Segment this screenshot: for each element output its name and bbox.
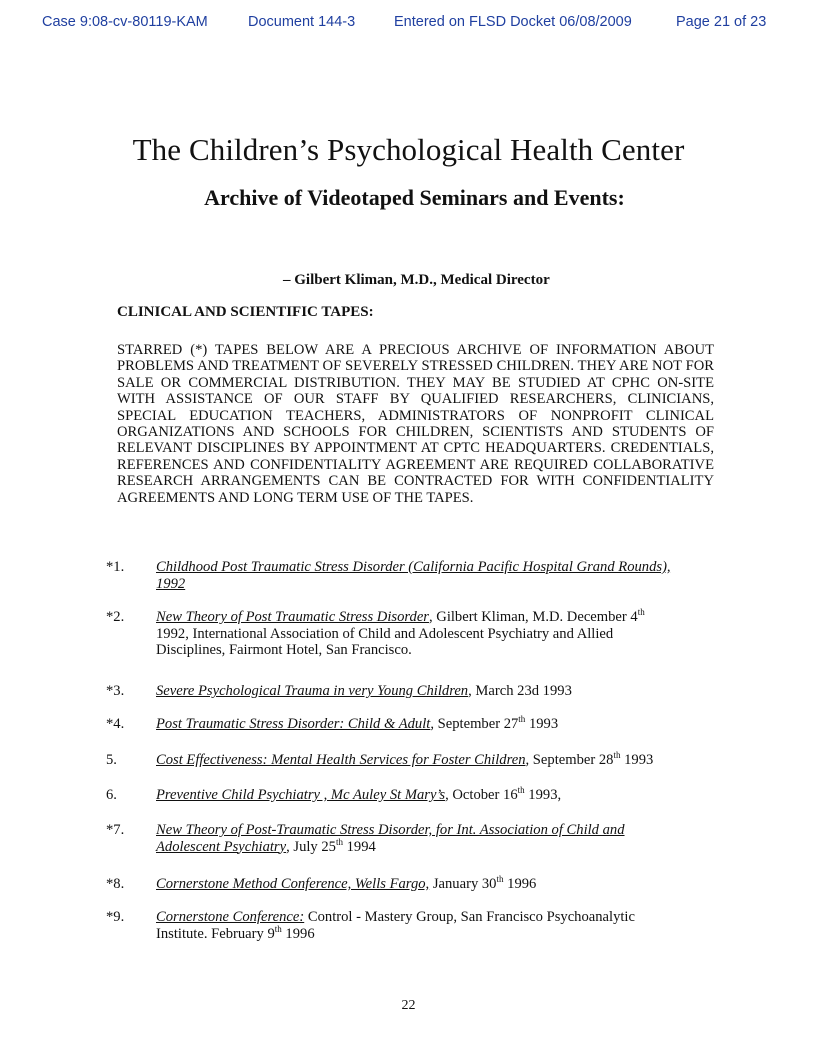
tape-entry (156, 909, 676, 942)
tape-details-cont: 1992, International Association of Child and Adolescent Psychiatry and Allied Disciplines, Fairmont Hotel, San Francisco. (156, 625, 614, 658)
section-heading: CLINICAL AND SCIENTIFIC TAPES: (117, 304, 374, 320)
tape-title: New Theory of Post-Traumatic Stress Disorder, for Int. Association of Child and Adolescent Psychiatry (156, 822, 625, 855)
case-number: Case 9:08-cv-80119-KAM (42, 14, 208, 30)
tape-details: , October 16 (445, 787, 518, 803)
tape-number: 6. (106, 787, 117, 803)
tape-details-cont: 1993, (524, 787, 562, 803)
page-number: 22 (401, 998, 416, 1013)
tape-details-cont: 1996 (503, 876, 537, 892)
tape-number: *1. (106, 559, 125, 575)
tape-details-cont: 1993 (620, 752, 654, 768)
tape-details: , July 25 (286, 838, 336, 855)
ordinal-suffix: th (335, 836, 343, 847)
tape-title: Post Traumatic Stress Disorder: Child & Adult (156, 716, 431, 732)
tape-entry (156, 787, 676, 804)
page-count: Page 21 of 23 (676, 14, 767, 30)
tape-details: Control - Mastery Group, San Francisco Psychoanalytic Institute. February 9 (156, 909, 635, 942)
document-number: Document 144-3 (248, 14, 356, 30)
ordinal-suffix: th (518, 714, 526, 724)
tape-title: New Theory of Post Traumatic Stress Disorder (156, 609, 429, 625)
tape-number: *7. (106, 822, 125, 838)
ordinal-suffix: th (613, 750, 621, 760)
ordinal-suffix: th (496, 874, 504, 884)
tape-details: , September 28 (525, 752, 614, 768)
tape-title: Preventive Child Psychiatry , Mc Auley St Mary’s (156, 787, 446, 803)
tape-title: Childhood Post Traumatic Stress Disorder (California Pacific Hospital Grand Rounds), 1992 (156, 559, 671, 592)
tape-entry (156, 752, 716, 769)
tape-details: , March 23d 1993 (468, 683, 572, 699)
tape-details: , September 27 (430, 716, 519, 732)
ordinal-suffix: th (517, 785, 525, 795)
tape-title: Cornerstone Conference: (156, 909, 305, 925)
tape-number: *4. (106, 716, 125, 732)
docket-entry-date: Entered on FLSD Docket 06/08/2009 (394, 14, 632, 30)
tape-details: January 30 (429, 876, 497, 892)
author-line: – Gilbert Kliman, M.D., Medical Director (283, 272, 550, 288)
tape-details: , Gilbert Kliman, M.D. December 4 (428, 609, 638, 625)
tape-title: Cornerstone Method Conference, Wells Fargo, (156, 876, 430, 892)
tape-number: 5. (106, 752, 117, 768)
tape-entry (156, 716, 676, 733)
tape-title: Severe Psychological Trauma in very Young Children (156, 683, 469, 699)
tape-entry (156, 822, 676, 855)
tape-entry (156, 609, 676, 659)
tape-details-cont: 1993 (525, 716, 559, 732)
tape-title: Cost Effectiveness: Mental Health Services for Foster Children (156, 752, 526, 768)
tape-details-cont: 1996 (281, 925, 315, 942)
intro-paragraph: STARRED (*) TAPES BELOW ARE A PRECIOUS ARCHIVE OF INFORMATION ABOUT PROBLEMS AND TREATMENT OF SEVERELY STRESSED CHILDREN. THEY ARE NOT FOR SALE OR COMMERCIAL DISTRIBUTION. THEY MAY BE STUDIED AT CPHC ON-SITE WITH ASSISTANCE OF OUR STAFF BY QUALIFIED RESEARCHERS, CLINICIANS, SPECIAL EDUCATION TEACHERS, ADMINISTRATORS OF NONPROFIT CLINICAL ORGANIZATIONS AND SCHOOLS FOR CHILDREN, SCIENTISTS AND STUDENTS OF RELEVANT DISCIPLINES BY APPOINTMENT AT CPTC HEADQUARTERS. CREDENTIALS, REFERENCES AND CONFIDENTIALITY AGREEMENT ARE REQUIRED COLLABORATIVE RESEARCH ARRANGEMENTS CAN BE CONTRACTED FOR WITH CONFIDENTIALITY AGREEMENTS AND LONG TERM USE OF THE TAPES. (117, 342, 714, 506)
tape-number: *2. (106, 609, 125, 625)
archive-subtitle: Archive of Videotaped Seminars and Events: (204, 185, 625, 210)
ordinal-suffix: th (637, 607, 645, 617)
tape-entry (156, 559, 676, 592)
organization-title: The Children’s Psychological Health Center (132, 132, 685, 167)
tape-number: *8. (106, 876, 125, 892)
tape-entry (156, 683, 676, 700)
tape-number: *3. (106, 683, 125, 699)
ordinal-suffix: th (274, 923, 282, 934)
tape-details-cont: 1994 (342, 838, 376, 855)
tape-number: *9. (106, 909, 125, 925)
tape-entry (156, 876, 676, 893)
